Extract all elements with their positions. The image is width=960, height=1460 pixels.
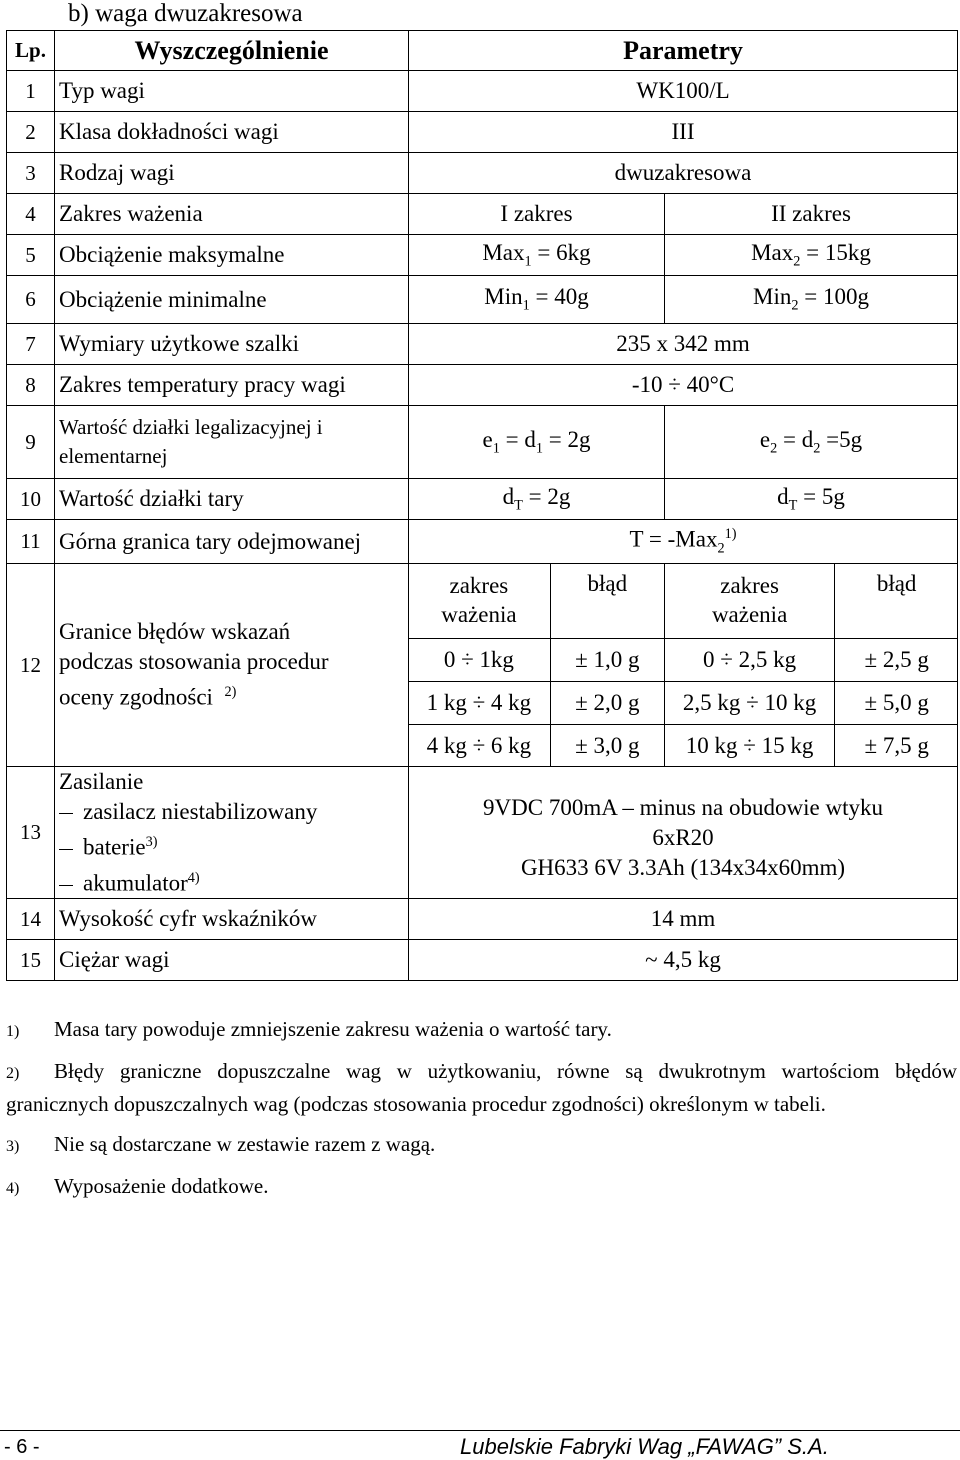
table-row [7,194,958,235]
row-number: 10 [7,479,55,520]
row-description: Obciążenie maksymalne [55,235,409,276]
dash-bullet-icon [59,849,73,850]
row-description: Zakres ważenia [55,194,409,235]
table-row [7,365,958,406]
row-value: 14 mm [409,899,958,940]
range-2-value: II zakres [665,194,958,235]
table-row [7,276,958,324]
header-lp: Lp. [7,31,55,71]
subtable-row: 1 kg ÷ 4 kg ± 2,0 g 2,5 kg ÷ 10 kg ± 5,0 g [409,681,958,724]
row-number: 13 [7,767,55,899]
row-number: 11 [7,520,55,564]
row-value: 235 x 342 mm [409,324,958,365]
range-1-value: Min$_1$ = 40g [409,276,665,324]
row-description: Rodzaj wagi [55,153,409,194]
table-row [7,324,958,365]
range-1-value: I zakres [409,194,665,235]
range-1-value: $d_T = 2g$ [409,479,665,520]
dash-bullet-icon [59,813,73,814]
range-1-value: $e_1 = d_1 = 2g$ [409,406,665,479]
row-description: Zakres temperatury pracy wagi [55,365,409,406]
row-number: 4 [7,194,55,235]
footnote-1: 1) Masa tary powoduje zmniejszenie zakresu ważenia o wartość tary. [6,1017,612,1041]
row-description: Obciążenie minimalne [55,276,409,324]
header-parameters: Parametry [409,31,958,71]
row-number: 7 [7,324,55,365]
dash-bullet-icon [59,885,73,886]
footnote-2: 2) Błędy graniczne dopuszczalne wag w użytkowaniu, równe są dwukrotnym wartościom błędów granicznych dopuszczalnych wag (podczas stosowania procedur zgodności) określonym w tabeli. [6,1059,957,1116]
row-number: 2 [7,112,55,153]
table-row-error-limits [7,564,958,767]
table-row [7,235,958,276]
range-2-value: $e_2 = d_2 =5g$ [665,406,958,479]
subtable-row: 4 kg ÷ 6 kg ± 3,0 g 10 kg ÷ 15 kg ± 7,5 g [409,725,958,767]
subtable-header: zakres ważenia [664,564,834,639]
table-row [7,112,958,153]
range-2-value: Max$_2$ = 15kg [665,235,958,276]
row-value: III [409,112,958,153]
error-limits-subtable-cell [409,564,958,767]
footnotes [6,1014,957,1213]
table-row [7,71,958,112]
table-header-row [7,31,958,71]
table-row [7,406,958,479]
row-description: Górna granica tary odejmowanej [55,520,409,564]
row-description: Klasa dokładności wagi [55,112,409,153]
specification-table [6,30,958,981]
row-description: Zasilanie zasilacz niestabilizowany baterie$^{3)}$ akumulator$^{4)}$ [55,767,409,899]
footer-company: Lubelskie Fabryki Wag „FAWAG” S.A. [460,1434,829,1459]
row-value: T = -Max$_2^{1)}$ [409,520,958,564]
row-description: Wartość działki legalizacyjnej i elementarnej [55,406,409,479]
table-row [7,520,958,564]
row-value: dwuzakresowa [409,153,958,194]
footnote-3: 3) Nie są dostarczane w zestawie razem z wagą. [6,1132,436,1156]
page-number: - 6 - [4,1436,40,1458]
row-number: 9 [7,406,55,479]
row-value: ~ 4,5 kg [409,940,958,981]
subtable-header: zakres ważenia [409,564,551,639]
row-number: 14 [7,899,55,940]
range-1-value: Max$_1$ = 6kg [409,235,665,276]
row-number: 1 [7,71,55,112]
row-number: 8 [7,365,55,406]
table-row [7,479,958,520]
row-value: -10 ÷ 40°C [409,365,958,406]
section-title: b) waga dwuzakresowa [68,0,303,27]
row-number: 5 [7,235,55,276]
row-number: 15 [7,940,55,981]
row-description: Wartość działki tary [55,479,409,520]
error-limits-subtable [409,564,958,767]
row-number: 6 [7,276,55,324]
row-number: 12 [7,564,55,767]
range-2-value: $d_T = 5g$ [665,479,958,520]
row-description: Ciężar wagi [55,940,409,981]
row-value: 9VDC 700mA – minus na obudowie wtyku 6xR20 GH633 6V 3.3Ah (134x34x60mm) [409,767,958,899]
footer-divider [0,1430,960,1431]
subtable-header: błąd [550,564,664,639]
footnote-4: 4) Wyposażenie dodatkowe. [6,1174,269,1198]
row-description: Wymiary użytkowe szalki [55,324,409,365]
row-description: Wysokość cyfr wskaźników [55,899,409,940]
subtable-header-row [409,564,958,639]
table-row [7,940,958,981]
subtable-header: błąd [835,564,958,639]
header-description: Wyszczególnienie [55,31,409,71]
row-value: WK100/L [409,71,958,112]
table-row-power-supply [7,767,958,899]
table-row [7,153,958,194]
row-description: Typ wagi [55,71,409,112]
row-number: 3 [7,153,55,194]
row-description: Granice błędów wskazań podczas stosowania procedur oceny zgodności $^{2)}$ [55,564,409,767]
subtable-row: 0 ÷ 1kg ± 1,0 g 0 ÷ 2,5 kg ± 2,5 g [409,638,958,681]
table-row [7,899,958,940]
range-2-value: Min$_2$ = 100g [665,276,958,324]
